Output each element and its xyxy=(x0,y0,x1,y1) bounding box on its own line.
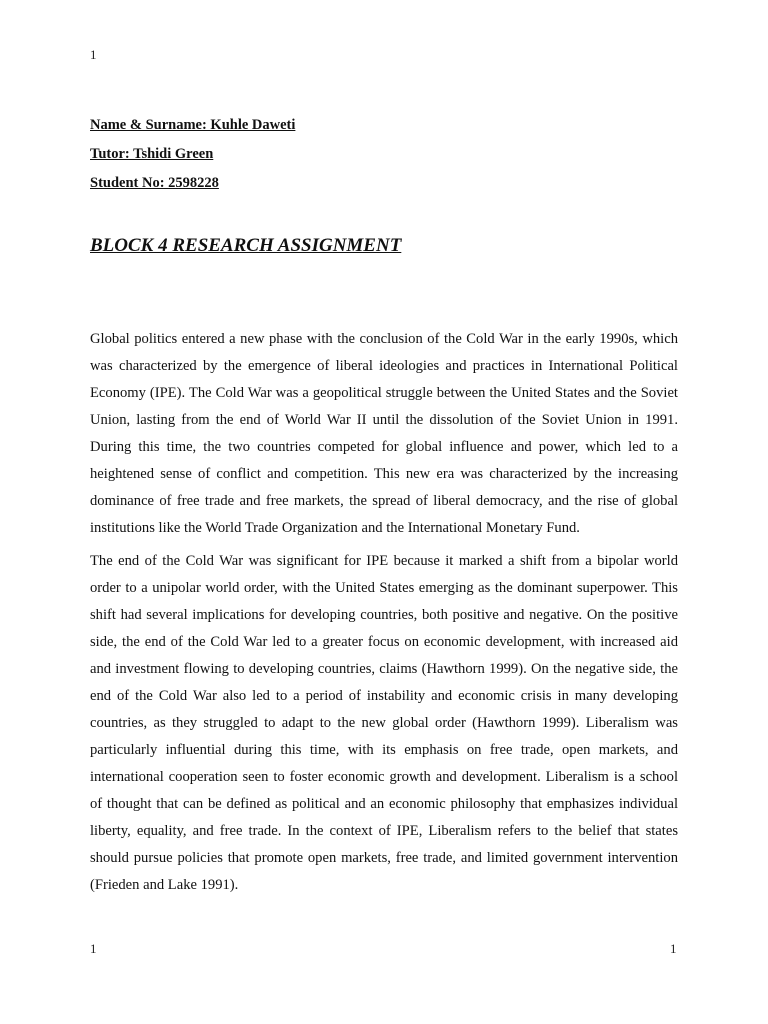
tutor-line: Tutor: Tshidi Green xyxy=(90,146,214,162)
page-number-bottom-right: 1 xyxy=(670,941,677,956)
body-paragraph-2: The end of the Cold War was significant for IPE because it marked a shift from a bipolar world order to a unipolar world order, with the United States emerging as the dominant superpower. This shift had several implications for developing countries, both positive and negative. On the positive side, the end of the Cold War led to a greater focus on economic development, with increased aid and investment flowing to developing countries, claims (Hawthorn 1999). On the negative side, the end of the Cold War also led to a period of instability and economic crisis in many developing countries, as they struggled to adapt to the new global order (Hawthorn 1999). Liberalism was particularly influential during this time, with its emphasis on free trade, open markets, and international cooperation seen to foster economic growth and development. Liberalism is a school of thought that can be defined as political and an economic philosophy that emphasizes individual liberty, equality, and free trade. In the context of IPE, Liberalism refers to the belief that states should pursue policies that promote open markets, free trade, and limited government intervention (Frieden and Lake 1991). xyxy=(90,553,678,893)
student-number-line: Student No: 2598228 xyxy=(90,175,219,191)
page-number-bottom-left: 1 xyxy=(90,941,97,956)
body-paragraph-1: Global politics entered a new phase with the conclusion of the Cold War in the early 1990s, which was characterized by the emergence of liberal ideologies and practices in International Political Economy (IPE). The Cold War was a geopolitical struggle between the United States and the Soviet Union, lasting from the end of World War II until the dissolution of the Soviet Union in 1991. During this time, the two countries competed for global influence and power, which led to a heightened sense of conflict and competition. This new era was characterized by the increasing dominance of free trade and free markets, the spread of liberal democracy, and the rise of global institutions like the World Trade Organization and the International Monetary Fund. xyxy=(90,331,678,536)
document-title: BLOCK 4 RESEARCH ASSIGNMENT xyxy=(90,235,402,256)
student-info xyxy=(90,116,295,203)
page-number-top: 1 xyxy=(90,47,97,62)
student-name-line: Name & Surname: Kuhle Daweti xyxy=(90,117,296,133)
document-body xyxy=(90,326,678,905)
